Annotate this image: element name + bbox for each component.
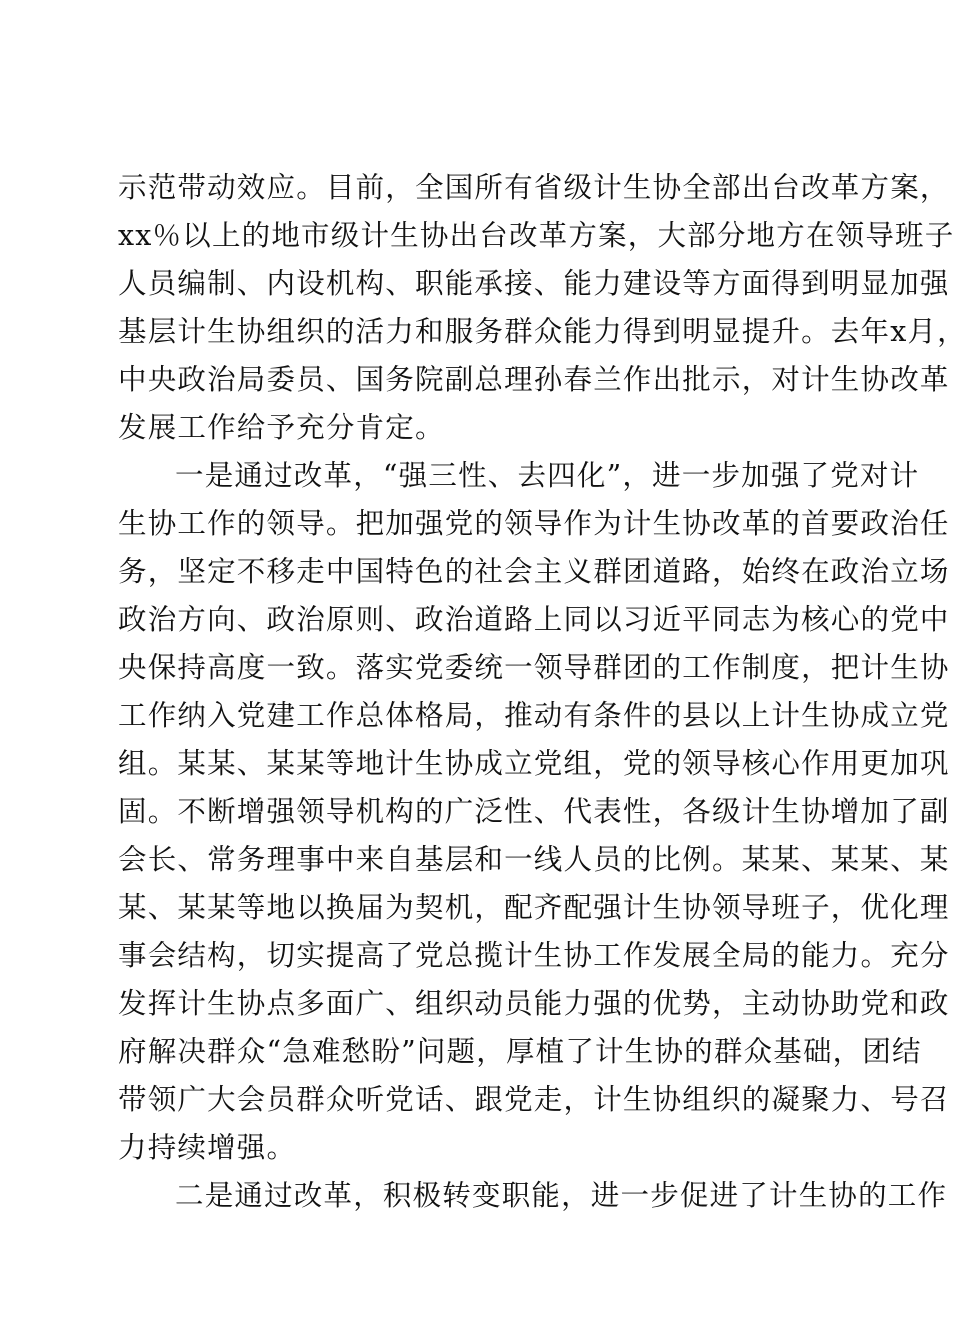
paragraph-start-line: 一是通过改革，“强三性、去四化”，进一步加强了党对计 — [175, 459, 920, 492]
text-line: 组。某某、某某等地计生协成立党组，党的领导核心作用更加巩 — [118, 747, 950, 780]
text-line: 生协工作的领导。把加强党的领导作为计生协改革的首要政治任 — [118, 507, 950, 540]
text-line: 基层计生协组织的活力和服务群众能力得到明显提升。去年x月， — [118, 315, 967, 348]
text-line: 央保持高度一致。落实党委统一领导群团的工作制度，把计生协 — [118, 651, 950, 684]
text-line: 人员编制、内设机构、职能承接、能力建设等方面得到明显加强 — [118, 267, 950, 300]
text-line: xx％以上的地市级计生协出台改革方案，大部分地方在领导班子 — [118, 219, 955, 252]
paragraph-start-line: 二是通过改革，积极转变职能，进一步促进了计生协的工作 — [175, 1179, 948, 1212]
text-line: 中央政治局委员、国务院副总理孙春兰作出批示，对计生协改革 — [118, 363, 950, 396]
text-line: 发展工作给予充分肯定。 — [118, 411, 445, 444]
text-line: 政治方向、政治原则、政治道路上同以习近平同志为核心的党中 — [118, 603, 950, 636]
text-line: 发挥计生协点多面广、组织动员能力强的优势，主动协助党和政 — [118, 987, 950, 1020]
text-line: 府解决群众“急难愁盼”问题，厚植了计生协的群众基础，团结 — [118, 1035, 922, 1068]
text-line: 事会结构，切实提高了党总揽计生协工作发展全局的能力。充分 — [118, 939, 950, 972]
text-line: 工作纳入党建工作总体格局，推动有条件的县以上计生协成立党 — [118, 699, 950, 732]
text-line: 力持续增强。 — [118, 1131, 297, 1164]
text-line: 会长、常务理事中来自基层和一线人员的比例。某某、某某、某 — [118, 843, 950, 876]
text-line: 带领广大会员群众听党话、跟党走，计生协组织的凝聚力、号召 — [118, 1083, 950, 1116]
text-line: 示范带动效应。目前，全国所有省级计生协全部出台改革方案， — [118, 171, 950, 204]
text-line: 固。不断增强领导机构的广泛性、代表性，各级计生协增加了副 — [118, 795, 950, 828]
body-text — [118, 164, 967, 1220]
text-line: 务，坚定不移走中国特色的社会主义群团道路，始终在政治立场 — [118, 555, 950, 588]
text-line: 某、某某等地以换届为契机，配齐配强计生协领导班子，优化理 — [118, 891, 950, 924]
